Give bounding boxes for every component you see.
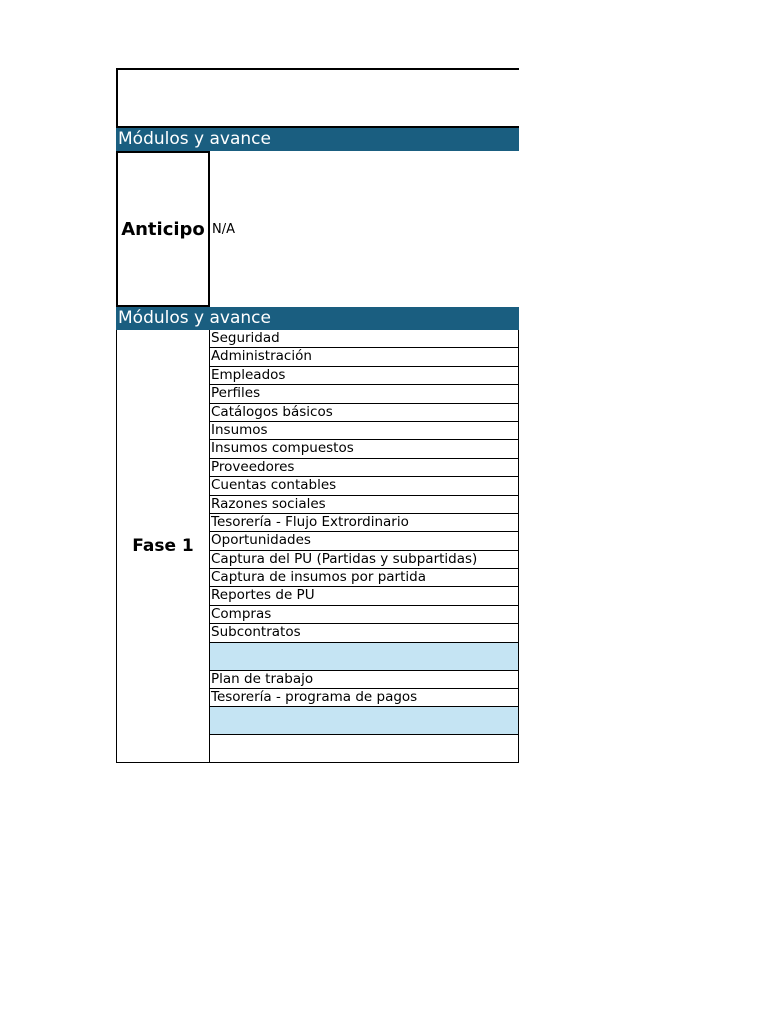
module-cell[interactable]: Reportes de PU bbox=[209, 587, 519, 605]
module-cell[interactable]: Seguridad bbox=[209, 330, 519, 348]
title-box bbox=[116, 68, 519, 128]
section-band-2-label: Módulos y avance bbox=[118, 308, 271, 328]
module-cell[interactable]: Plan de trabajo bbox=[209, 671, 519, 689]
module-cell[interactable]: Compras bbox=[209, 606, 519, 624]
module-cell[interactable]: Razones sociales bbox=[209, 496, 519, 514]
module-cell[interactable]: Insumos compuestos bbox=[209, 440, 519, 458]
anticipo-label-cell[interactable] bbox=[116, 151, 210, 307]
module-cell-highlighted[interactable] bbox=[209, 643, 519, 671]
module-cell[interactable]: Empleados bbox=[209, 367, 519, 385]
module-cell-highlighted[interactable] bbox=[209, 707, 519, 735]
module-cell[interactable]: Captura de insumos por partida bbox=[209, 569, 519, 587]
module-cell[interactable]: Insumos bbox=[209, 422, 519, 440]
module-cell[interactable]: Administración bbox=[209, 348, 519, 366]
anticipo-label: Anticipo bbox=[121, 218, 205, 240]
module-cell[interactable] bbox=[209, 735, 519, 763]
section-band-2 bbox=[116, 307, 519, 330]
spreadsheet-sheet bbox=[116, 68, 519, 763]
section-band-1 bbox=[116, 128, 519, 151]
module-cell[interactable]: Proveedores bbox=[209, 459, 519, 477]
anticipo-row bbox=[116, 151, 519, 307]
module-cell[interactable]: Tesorería - programa de pagos bbox=[209, 689, 519, 707]
module-cell[interactable]: Tesorería - Flujo Extrordinario bbox=[209, 514, 519, 532]
section-band-1-label: Módulos y avance bbox=[118, 129, 271, 149]
fase-label-cell[interactable] bbox=[116, 330, 209, 763]
anticipo-value-cell[interactable] bbox=[210, 151, 235, 307]
module-cell[interactable]: Cuentas contables bbox=[209, 477, 519, 495]
anticipo-value: N/A bbox=[212, 221, 235, 237]
modules-list bbox=[209, 330, 519, 763]
module-cell[interactable]: Subcontratos bbox=[209, 624, 519, 642]
module-cell[interactable]: Perfiles bbox=[209, 385, 519, 403]
fase-row bbox=[116, 330, 519, 763]
fase-label: Fase 1 bbox=[132, 536, 194, 557]
module-cell[interactable]: Oportunidades bbox=[209, 532, 519, 550]
module-cell[interactable]: Catálogos básicos bbox=[209, 404, 519, 422]
module-cell[interactable]: Captura del PU (Partidas y subpartidas) bbox=[209, 551, 519, 569]
